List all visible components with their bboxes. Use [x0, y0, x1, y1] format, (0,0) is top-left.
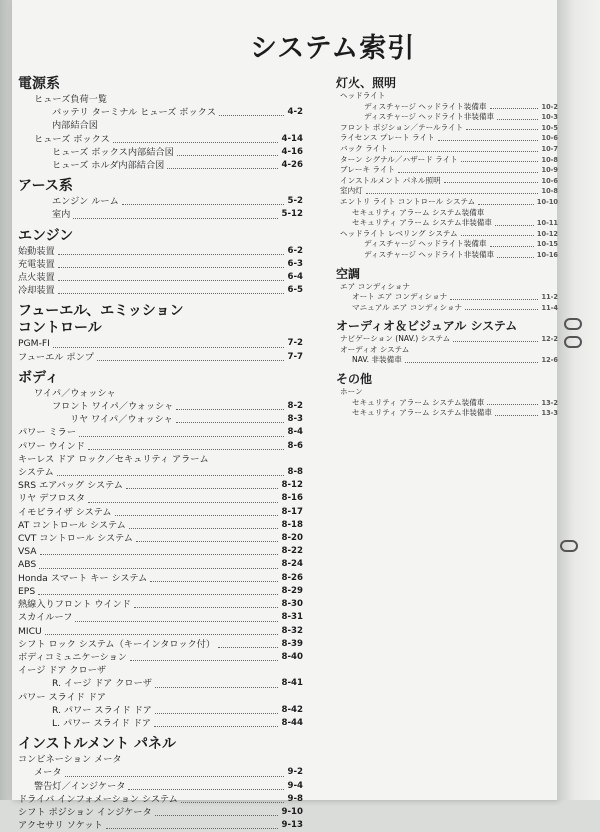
entry-page-number: 13-3 [541, 409, 558, 418]
index-entry[interactable] [18, 93, 303, 106]
entry-text: 熱線入りフロント ウインド [18, 599, 131, 611]
index-entry[interactable] [18, 413, 303, 426]
index-entry[interactable] [18, 400, 303, 413]
index-entry[interactable] [18, 664, 303, 677]
leader-dots [155, 687, 279, 688]
entry-page-number: 8-6 [287, 440, 303, 451]
next-page-edge [557, 0, 600, 800]
entry-text: AT コントロール システム [18, 519, 126, 531]
entry-page-number: 8-17 [281, 506, 303, 517]
entry-text: ヒューズ ホルダ内部結合図 [52, 160, 165, 172]
leader-dots [150, 581, 278, 582]
entry-page-number: 8-32 [281, 625, 303, 636]
entry-text: VSA [18, 546, 37, 558]
section-title: インストルメント パネル [18, 736, 177, 753]
leader-dots [497, 257, 534, 258]
entry-page-number: 13-2 [541, 398, 558, 407]
leader-dots [181, 802, 285, 803]
entry-page-number: 9-8 [287, 793, 303, 804]
entry-text: パワー ミラー [18, 427, 77, 439]
section-title: アース系 [18, 178, 73, 195]
index-entry[interactable] [18, 532, 303, 545]
section-title-line2: コントロール [18, 320, 102, 337]
entry-text: ヒューズ ボックス内部結合図 [52, 146, 174, 158]
entry-page-number: 10-6 [541, 134, 558, 143]
index-entry[interactable] [18, 195, 303, 208]
leader-dots [39, 568, 278, 569]
entry-page-number: 8-18 [281, 519, 303, 530]
entry-text: バック ライト [340, 143, 388, 153]
entry-page-number: 10-11 [536, 219, 558, 228]
leader-dots [465, 309, 538, 310]
index-entry[interactable] [336, 176, 558, 187]
leader-dots [155, 713, 279, 714]
index-entry[interactable] [18, 793, 303, 806]
entry-page-number: 5-2 [287, 196, 303, 207]
leader-dots [366, 193, 539, 194]
leader-dots [490, 108, 539, 109]
leader-dots [73, 218, 278, 219]
entry-text: 点火装置 [18, 272, 55, 284]
index-section [336, 319, 558, 366]
leader-dots [136, 541, 279, 542]
index-entry[interactable] [18, 819, 303, 832]
entry-text: 室内 [52, 209, 71, 221]
entry-text: メータ [34, 767, 62, 779]
entry-text: セキュリティ アラーム システム装備車 [352, 207, 485, 217]
leader-dots [106, 828, 279, 829]
index-entry[interactable] [18, 453, 303, 466]
entry-page-number: 9-2 [287, 767, 303, 778]
entry-page-number: 10-16 [536, 250, 558, 259]
index-entry[interactable] [336, 91, 558, 102]
entry-text: パワー ウインド [18, 440, 85, 452]
leader-dots [218, 647, 278, 648]
index-entry[interactable] [18, 806, 303, 819]
leader-dots [126, 488, 279, 489]
entry-text: EPS [18, 585, 36, 597]
entry-page-number: 4-14 [281, 133, 303, 144]
entry-text: エア コンディショナ [340, 281, 410, 291]
entry-page-number: 8-8 [287, 467, 303, 478]
leader-dots [53, 347, 285, 348]
index-entry[interactable] [18, 337, 303, 350]
entry-page-number: 7-7 [287, 351, 303, 362]
index-entry[interactable] [18, 611, 303, 624]
index-entry[interactable] [336, 239, 558, 250]
leader-dots [40, 554, 279, 555]
index-section [18, 370, 303, 730]
leader-dots [405, 362, 539, 363]
entry-text: L. パワー スライド ドア [52, 717, 151, 729]
entry-text: リヤ デフロスタ [18, 493, 86, 505]
entry-text: セキュリティ アラーム システム装備車 [352, 397, 485, 407]
entry-page-number: 10-3 [541, 113, 558, 122]
entry-page-number: 4-16 [281, 146, 303, 157]
entry-text: 充電装置 [18, 258, 55, 270]
index-entry[interactable] [336, 387, 558, 398]
index-entry[interactable] [336, 345, 558, 356]
index-entry[interactable] [18, 106, 303, 119]
index-entry[interactable] [336, 408, 558, 419]
entry-page-number: 8-42 [281, 704, 303, 715]
entry-page-number: 4-2 [287, 107, 303, 118]
index-entry[interactable] [18, 479, 303, 492]
entry-page-number: 11-4 [541, 303, 558, 312]
entry-text: マニュアル エア コンディショナ [352, 302, 463, 312]
leader-dots [167, 168, 278, 169]
index-entry[interactable] [18, 625, 303, 638]
entry-page-number: 10-2 [541, 102, 558, 111]
index-entry[interactable] [336, 398, 558, 409]
leader-dots [58, 293, 285, 294]
index-section [18, 76, 303, 172]
entry-page-number: 12-2 [541, 335, 558, 344]
leader-dots [130, 660, 279, 661]
entry-page-number: 10-10 [536, 197, 558, 206]
entry-text: ヘッドライト レベリング システム [340, 228, 458, 238]
entry-page-number: 6-5 [287, 285, 303, 296]
index-entry[interactable] [18, 780, 303, 793]
entry-page-number: 6-4 [287, 272, 303, 283]
leader-dots [219, 115, 285, 116]
index-entry[interactable] [18, 119, 303, 132]
leader-dots [487, 404, 538, 405]
index-entry[interactable] [336, 197, 558, 208]
entry-page-number: 8-2 [287, 401, 303, 412]
index-entry[interactable] [336, 165, 558, 176]
leader-dots [88, 449, 285, 450]
index-entry[interactable] [336, 250, 558, 261]
leader-dots [461, 235, 534, 236]
index-entry[interactable] [336, 123, 558, 134]
leader-dots [79, 436, 284, 437]
leader-dots [75, 621, 278, 622]
leader-dots [134, 607, 279, 608]
entry-page-number: 8-40 [281, 651, 303, 662]
entry-text: ヒューズ ボックス [34, 133, 110, 145]
index-entry[interactable] [336, 112, 558, 123]
index-section [336, 267, 558, 314]
section-title: フューエル、エミッション [18, 303, 184, 320]
leader-dots [176, 422, 285, 423]
entry-text: ABS [18, 559, 37, 571]
index-entry[interactable] [18, 704, 303, 717]
index-entry[interactable] [336, 355, 558, 366]
binder-ring-icon [564, 318, 582, 330]
index-section [18, 736, 303, 832]
entry-page-number: 8-16 [281, 493, 303, 504]
leader-dots [478, 204, 534, 205]
entry-text: アクセサリ ソケット [18, 820, 103, 832]
entry-page-number: 8-31 [281, 612, 303, 623]
index-entry[interactable] [18, 753, 303, 766]
index-entry[interactable] [18, 519, 303, 532]
leader-dots [129, 528, 279, 529]
leader-dots [466, 129, 538, 130]
leader-dots [497, 119, 538, 120]
leader-dots [115, 515, 279, 516]
entry-text: ディスチャージ ヘッドライト非装備車 [364, 249, 495, 259]
entry-page-number: 8-24 [281, 559, 303, 570]
index-entry[interactable] [18, 691, 303, 704]
entry-text: 室内灯 [340, 186, 363, 196]
entry-text: MICU [18, 625, 42, 637]
leader-dots [495, 415, 538, 416]
leader-dots [176, 409, 284, 410]
entry-text: ドライバ インフォメーション システム [18, 793, 178, 805]
entry-text: ブレーキ ライト [340, 165, 396, 175]
leader-dots [58, 280, 285, 281]
leader-dots [97, 360, 285, 361]
entry-text: R. イージ ドア クローザ [52, 678, 152, 690]
leader-dots [453, 341, 538, 342]
entry-page-number: 9-4 [287, 780, 303, 791]
entry-text: イージ ドア クローザ [18, 665, 107, 677]
index-entry[interactable] [18, 717, 303, 730]
index-entry[interactable] [336, 186, 558, 197]
entry-text: ディスチャージ ヘッドライト装備車 [364, 239, 487, 249]
entry-text: ライセンス プレート ライト [340, 133, 435, 143]
index-entry[interactable] [336, 144, 558, 155]
entry-text: 始動装置 [18, 245, 55, 257]
leader-dots [155, 815, 279, 816]
entry-page-number: 10-6 [541, 176, 558, 185]
entry-text: ヘッドライト [340, 91, 386, 100]
entry-page-number: 8-3 [287, 414, 303, 425]
index-entry[interactable] [18, 146, 303, 159]
section-title: 灯火、照明 [336, 76, 397, 90]
index-entry[interactable] [18, 440, 303, 453]
binder-ring-icon [564, 336, 582, 348]
index-entry[interactable] [18, 651, 303, 664]
entry-text: パワー スライド ドア [18, 691, 106, 703]
leader-dots [495, 225, 534, 226]
index-section [336, 76, 558, 261]
leader-dots [128, 789, 284, 790]
leader-dots [177, 155, 279, 156]
leader-dots [65, 776, 285, 777]
entry-text: コンビネーション メータ [18, 754, 122, 766]
entry-text: 冷却装置 [18, 285, 55, 297]
entry-page-number: 8-29 [281, 585, 303, 596]
section-title: ボディ [18, 369, 59, 386]
entry-page-number: 8-4 [287, 427, 303, 438]
section-title: 電源系 [18, 76, 60, 92]
entry-text: ホーン [340, 387, 363, 397]
index-entry[interactable] [336, 229, 558, 240]
leader-dots [154, 726, 279, 727]
entry-text: イモビライザ システム [18, 506, 112, 518]
entry-page-number: 11-2 [541, 293, 558, 302]
entry-text: ボディコミュニケーション [18, 651, 127, 663]
index-section [336, 372, 558, 419]
entry-text: インストルメント パネル照明 [340, 175, 441, 185]
section-title: オーディオ＆ビジュアル システム [336, 319, 518, 334]
entry-page-number: 7-2 [287, 338, 303, 349]
entry-text: ターン シグナル／ハザード ライト [340, 154, 458, 164]
entry-page-number: 8-12 [281, 480, 303, 491]
entry-text: オート エア コンディショナ [352, 292, 448, 302]
index-entry[interactable] [336, 155, 558, 166]
right-index-column [336, 70, 558, 419]
index-entry[interactable] [18, 159, 303, 172]
index-entry[interactable] [18, 766, 303, 779]
index-entry[interactable] [18, 558, 303, 571]
entry-page-number: 10-7 [541, 144, 558, 153]
section-title: 空調 [336, 266, 361, 281]
index-entry[interactable] [336, 133, 558, 144]
entry-text: SRS エアバッグ システム [18, 480, 123, 492]
index-entry[interactable] [336, 282, 558, 293]
leader-dots [391, 151, 539, 152]
entry-page-number: 8-30 [281, 599, 303, 610]
entry-page-number: 10-8 [541, 155, 558, 164]
entry-page-number: 6-2 [287, 245, 303, 256]
entry-text: エンジン ルーム [52, 196, 119, 208]
entry-text: ナビゲーション (NAV.) システム [340, 334, 451, 344]
entry-page-number: 6-3 [287, 258, 303, 269]
index-entry[interactable] [18, 271, 303, 284]
binder-ring-icon [560, 540, 578, 552]
index-section [18, 228, 303, 298]
leader-dots [398, 172, 538, 173]
entry-page-number: 8-20 [281, 533, 303, 544]
index-entry[interactable] [18, 133, 303, 146]
entry-text: キーレス ドア ロック／セキュリティ アラーム [18, 453, 209, 465]
entry-page-number: 8-22 [281, 546, 303, 557]
leader-dots [58, 267, 285, 268]
entry-text: フロント ワイパ／ウォッシャ [52, 401, 174, 413]
leader-dots [45, 634, 279, 635]
index-entry[interactable] [336, 334, 558, 345]
leader-dots [438, 140, 539, 141]
index-entry[interactable] [18, 466, 303, 479]
leader-dots [113, 142, 279, 143]
entry-text: リヤ ワイパ／ウォッシャ [70, 414, 173, 426]
entry-page-number: 8-26 [281, 572, 303, 583]
index-entry[interactable] [18, 258, 303, 271]
entry-page-number: 9-13 [281, 820, 303, 831]
entry-text: ワイパ／ウォッシャ [34, 387, 116, 399]
leader-dots [58, 254, 285, 255]
index-entry[interactable] [18, 284, 303, 297]
entry-page-number: 10-9 [541, 166, 558, 175]
entry-text: R. パワー スライド ドア [52, 704, 152, 716]
entry-page-number: 10-12 [536, 229, 558, 238]
entry-text: 内部結合図 [52, 120, 98, 132]
entry-page-number: 8-44 [281, 717, 303, 728]
index-entry[interactable] [18, 245, 303, 258]
entry-text: シフト ポジション インジケータ [18, 806, 152, 818]
leader-dots [490, 246, 534, 247]
index-entry[interactable] [336, 102, 558, 113]
entry-page-number: 4-26 [281, 160, 303, 171]
entry-text: エントリ ライト コントロール システム [340, 196, 476, 206]
entry-page-number: 9-10 [281, 806, 303, 817]
leader-dots [57, 475, 285, 476]
entry-text: NAV. 非装備車 [352, 355, 402, 365]
entry-page-number: 10-5 [541, 123, 558, 132]
index-entry[interactable] [18, 638, 303, 651]
entry-text: システム [18, 467, 54, 479]
entry-page-number: 8-39 [281, 638, 303, 649]
index-entry[interactable] [336, 208, 558, 219]
entry-text: バッテリ ターミナル ヒューズ ボックス [52, 107, 216, 119]
entry-text: 警告灯／インジケータ [34, 780, 126, 792]
entry-page-number: 5-12 [281, 209, 303, 220]
entry-text: セキュリティ アラーム システム非装備車 [352, 408, 492, 418]
index-entry[interactable] [18, 426, 303, 439]
entry-page-number: 12-6 [541, 356, 558, 365]
index-entry[interactable] [18, 387, 303, 400]
index-entry[interactable] [18, 208, 303, 221]
section-title: エンジン [18, 227, 74, 244]
entry-page-number: 10-15 [536, 240, 558, 249]
leader-dots [444, 182, 539, 183]
index-entry[interactable] [336, 292, 558, 303]
index-entry[interactable] [18, 351, 303, 364]
entry-text: フューエル ポンプ [18, 351, 94, 363]
index-entry[interactable] [18, 545, 303, 558]
left-index-column [18, 70, 303, 832]
index-entry[interactable] [18, 506, 303, 519]
index-section [18, 303, 303, 363]
leader-dots [122, 204, 285, 205]
leader-dots [461, 161, 539, 162]
entry-text: オーディオ システム [340, 344, 410, 354]
index-entry[interactable] [18, 598, 303, 611]
index-entry[interactable] [18, 585, 303, 598]
entry-text: ヒューズ負荷一覧 [34, 94, 108, 105]
entry-text: シフト ロック システム（キーインタロック付） [18, 638, 216, 650]
entry-text: スカイルーフ [18, 612, 73, 624]
entry-text: フロント ポジション／テールライト [340, 122, 464, 132]
index-entry[interactable] [18, 677, 303, 690]
section-title: その他 [336, 372, 373, 387]
entry-text: PGM-FI [18, 338, 50, 350]
entry-page-number: 8-41 [281, 678, 303, 689]
entry-text: CVT コントロール システム [18, 533, 133, 545]
index-section [18, 178, 303, 221]
entry-text: ディスチャージ ヘッドライト装備車 [364, 101, 487, 111]
index-entry[interactable] [336, 218, 558, 229]
entry-page-number: 10-8 [541, 187, 558, 196]
leader-dots [450, 299, 538, 300]
index-entry[interactable] [336, 303, 558, 314]
index-entry[interactable] [18, 572, 303, 585]
entry-text: Honda スマート キー システム [18, 572, 148, 584]
leader-dots [88, 502, 278, 503]
entry-text: ディスチャージ ヘッドライト非装備車 [364, 112, 495, 122]
leader-dots [38, 594, 278, 595]
page-title: システム索引 [250, 33, 416, 64]
index-entry[interactable] [18, 492, 303, 505]
entry-text: セキュリティ アラーム システム非装備車 [352, 218, 492, 228]
